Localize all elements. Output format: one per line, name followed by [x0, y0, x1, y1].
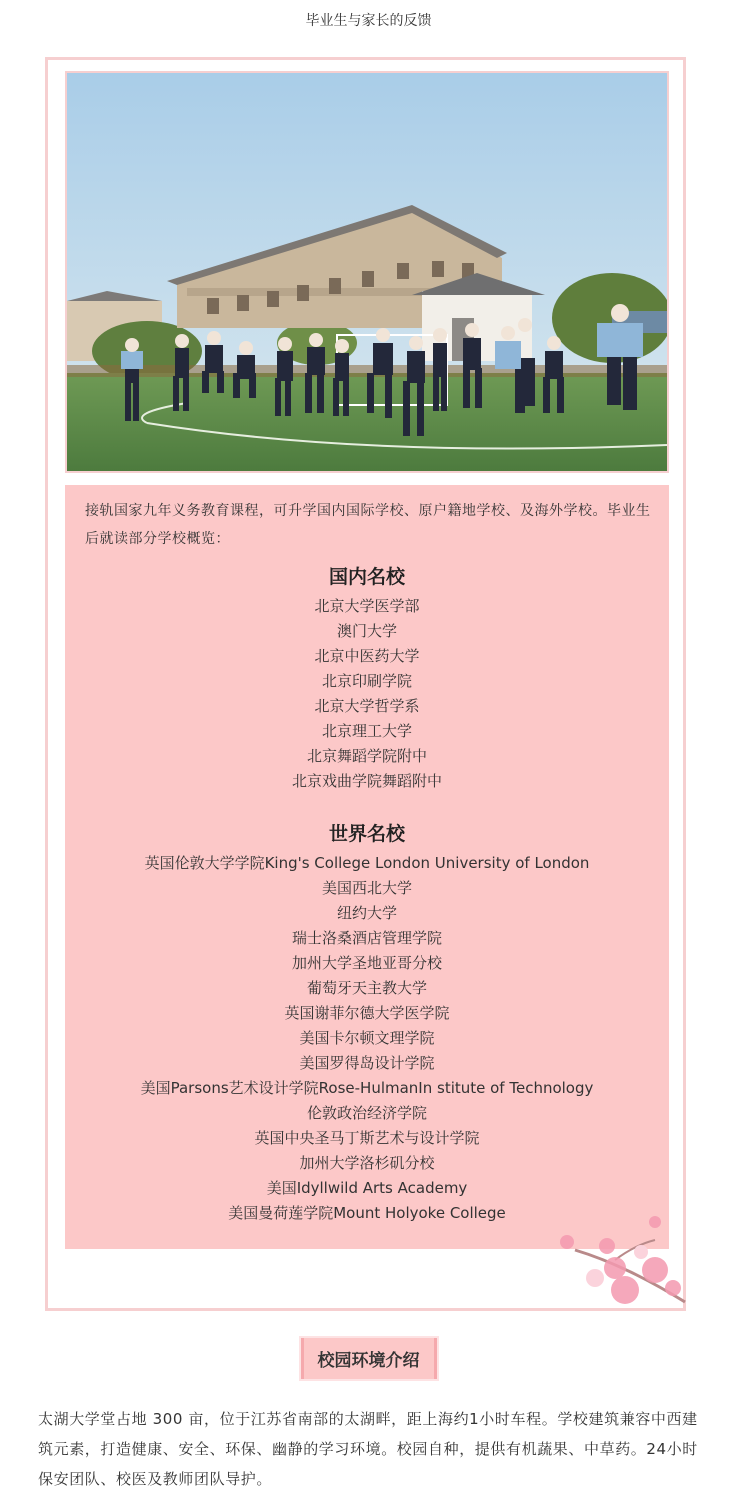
list-item: 瑞士洛桑酒店管理学院	[291, 929, 442, 947]
list-item: 英国中央圣马丁斯艺术与设计学院	[254, 1129, 480, 1147]
list-item: 加州大学圣地亚哥分校	[291, 954, 442, 972]
list-item: 北京中医药大学	[314, 647, 420, 665]
domestic-schools-list	[65, 560, 669, 794]
intro-text: 接轨国家九年义务教育课程，可升学国内国际学校、原户籍地学校、及海外学校。毕业生后就读部分学校概览：	[85, 503, 651, 547]
schools-panel	[65, 485, 669, 1249]
list-item: 英国伦敦大学学院King's College London University of London	[144, 854, 590, 872]
campus-photo	[65, 71, 669, 473]
list-item: 加州大学洛杉矶分校	[299, 1154, 435, 1172]
list-item: 伦敦政治经济学院	[306, 1104, 427, 1122]
list-item: 北京舞蹈学院附中	[306, 747, 427, 765]
world-schools-title: 世界名校	[328, 823, 405, 845]
list-item: 北京大学哲学系	[314, 697, 420, 715]
list-item: 纽约大学	[336, 904, 397, 922]
world-schools-list	[65, 817, 669, 1226]
cherry-blossom-decoration	[555, 1210, 690, 1310]
list-item: 美国罗得岛设计学院	[299, 1054, 435, 1072]
section-header	[0, 1338, 737, 1379]
list-item: 北京戏曲学院舞蹈附中	[291, 772, 442, 790]
list-item: 北京大学医学部	[314, 597, 420, 615]
list-item: 美国西北大学	[321, 879, 412, 897]
list-item: 北京印刷学院	[321, 672, 412, 690]
list-item: 英国谢菲尔德大学医学院	[284, 1004, 450, 1022]
list-item: 美国Parsons艺术设计学院Rose-HulmanIn stitute of Technology	[140, 1079, 594, 1097]
section-caption: 毕业生与家长的反馈	[305, 13, 432, 29]
list-item: 美国卡尔顿文理学院	[299, 1029, 435, 1047]
list-item: 葡萄牙天主教大学	[306, 979, 427, 997]
campus-description: 太湖大学堂占地 300 亩，位于江苏省南部的太湖畔，距上海约1小时车程。学校建筑兼容中西建筑元素，打造健康、安全、环保、幽静的学习环境。校园自种，提供有机蔬果、中草药。24小时保安团队、校医及教师团队导护。	[38, 1410, 698, 1488]
list-item: 美国Idyllwild Arts Academy	[266, 1179, 468, 1197]
list-item: 澳门大学	[336, 622, 397, 640]
list-item: 美国曼荷莲学院Mount Holyoke College	[228, 1204, 506, 1222]
section-title: 校园环境介绍	[301, 1338, 437, 1379]
list-item: 北京理工大学	[321, 722, 412, 740]
domestic-schools-title: 国内名校	[328, 566, 405, 588]
